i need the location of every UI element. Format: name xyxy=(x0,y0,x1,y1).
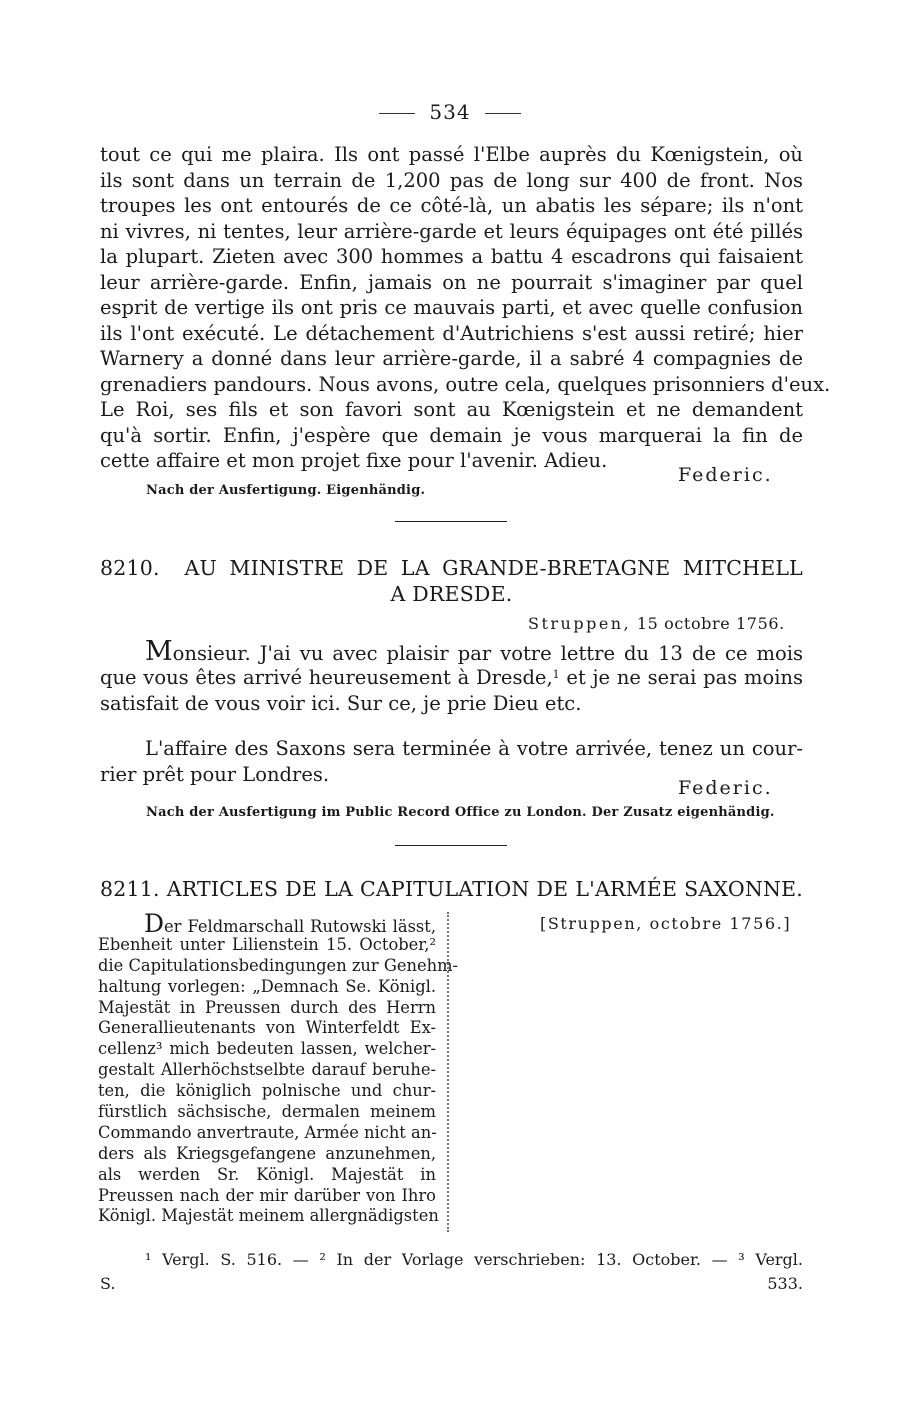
dateline: [Struppen, octobre 1756.] xyxy=(540,914,792,933)
text-line: Le Roi, ses fils et son favori sont au Kœnigstein et ne demandent xyxy=(100,398,803,421)
text-line: ni vivres, ni tentes, leur arrière-garde et leurs équipages ont été pillés xyxy=(100,219,803,243)
section-divider xyxy=(395,845,507,846)
text-line: fürstlich sächsische, dermalen meinem xyxy=(98,1102,436,1122)
text-line xyxy=(98,909,436,938)
text-line: als werden Sr. Königl. Majestät in xyxy=(98,1164,436,1184)
text-line: Warnery a donné dans leur arrière-garde, il a sabré 4 compagnies de xyxy=(100,347,803,370)
page-number-header xyxy=(0,100,900,124)
text-line: Ebenheit unter Lilienstein 15. October,² xyxy=(98,934,436,954)
body-text: et je ne serai pas moins xyxy=(559,666,803,689)
header-dash-right xyxy=(485,113,521,114)
salutation-rest: onsieur. xyxy=(172,642,251,665)
letter-number: 8210. xyxy=(100,556,160,580)
body-text: que vous êtes arrivé heureusement à Dresde, xyxy=(100,666,553,689)
text-line: Preussen nach der mir darüber von Ihro xyxy=(98,1185,436,1205)
text-line xyxy=(100,665,803,691)
footnote-marker: 1 xyxy=(552,668,560,681)
footnote-line: S. 533. xyxy=(100,1274,803,1293)
text-line: rier prêt pour Londres. xyxy=(100,762,330,786)
letter-heading-8210 xyxy=(100,555,803,607)
text-line: tout ce qui me plaira. Ils ont passé l'Elbe auprès du Kœnigstein, où xyxy=(100,143,803,166)
source-note: Nach der Ausfertigung. Eigenhändig. xyxy=(146,483,426,498)
text-line: grenadiers pandours. Nous avons, outre cela, quelques prisonniers d'eux. xyxy=(100,372,831,396)
document-number: 8211. xyxy=(100,877,160,901)
header-dash-left xyxy=(379,113,415,114)
letter-title-line2: A DRESDE. xyxy=(390,582,513,606)
body-text: er Feldmarschall Rutowski lässt, xyxy=(164,917,436,936)
text-line: leur arrière-garde. Enfin, jamais on ne pourrait s'imaginer par quel xyxy=(100,270,803,294)
text-line: die Capitulationsbedingungen zur Genehm- xyxy=(98,955,459,975)
text-line: gestalt Allerhöchstselbte darauf beruhe- xyxy=(98,1060,436,1080)
signature-federic: Federic. xyxy=(678,777,773,799)
document-heading-8211 xyxy=(100,876,803,902)
letter-body-8210 xyxy=(100,638,803,787)
text-line: qu'à sortir. Enfin, j'espère que demain je vous marquerai la fin de xyxy=(100,423,803,447)
text-line: ten, die königlich polnische und chur- xyxy=(98,1081,436,1101)
text-line: ils l'ont exécuté. Le détachement d'Autrichiens s'est aussi retiré; hier xyxy=(100,321,803,345)
text-line: haltung vorlegen: „Demnach Se. Königl. xyxy=(98,976,436,996)
column-separator xyxy=(447,912,449,1232)
section-divider xyxy=(395,521,507,522)
dateline xyxy=(528,614,785,633)
initial-letter: D xyxy=(144,909,165,938)
text-line: ils sont dans un terrain de 1,200 pas de long sur 400 de front. Nos xyxy=(100,168,803,192)
text-line: L'affaire des Saxons sera terminée à votre arrivée, tenez un cour- xyxy=(145,737,803,760)
text-line: esprit de vertige ils ont pris ce mauvais parti, et avec quelle confusion xyxy=(100,296,803,319)
document-title: ARTICLES DE LA CAPITULATION DE L'ARMÉE SAXONNE. xyxy=(166,877,803,901)
footnotes xyxy=(100,1248,803,1296)
dateline-date: 15 octobre 1756. xyxy=(636,614,785,633)
signature-federic: Federic. xyxy=(678,464,773,486)
text-line xyxy=(100,638,803,665)
dateline-place: Struppen, xyxy=(528,614,632,633)
text-line: troupes les ont entourés de ce côté-là, un abatis les sépare; ils n'ont xyxy=(100,194,803,217)
capitulation-text-column xyxy=(98,909,459,1227)
text-line: cellenz³ mich bedeuten lassen, welcher- xyxy=(98,1039,436,1059)
text-line: Commando anvertraute, Armée nicht an- xyxy=(98,1122,437,1142)
letter-title-line1: AU MINISTRE DE LA GRANDE-BRETAGNE MITCHELL xyxy=(184,556,803,580)
text-line: ders als Kriegsgefangene anzunehmen, xyxy=(98,1143,436,1163)
text-line: Generallieutenants von Winterfeldt Ex- xyxy=(98,1018,436,1038)
text-line: cette affaire et mon projet fixe pour l'avenir. Adieu. xyxy=(100,449,608,472)
body-text: J'ai vu avec plaisir par votre lettre du 13 de ce mois xyxy=(250,642,803,665)
source-note: Nach der Ausfertigung im Public Record Office zu London. Der Zusatz eigenhändig. xyxy=(146,805,775,820)
text-line: Majestät in Preussen durch des Herrn xyxy=(98,997,436,1017)
text-line: satisfait de vous voir ici. Sur ce, je prie Dieu etc. xyxy=(100,691,582,715)
text-line: Königl. Majestät meinem allergnädigsten xyxy=(98,1206,439,1226)
letter-continuation xyxy=(100,142,831,474)
page-number: 534 xyxy=(429,100,471,124)
text-line: la plupart. Zieten avec 300 hommes a battu 4 escadrons qui faisaient xyxy=(100,245,803,268)
footnote-line: ¹ Vergl. S. 516. — ² In der Vorlage verschrieben: 13. October. — ³ Vergl. xyxy=(145,1250,803,1269)
salutation-initial: M xyxy=(145,636,173,667)
